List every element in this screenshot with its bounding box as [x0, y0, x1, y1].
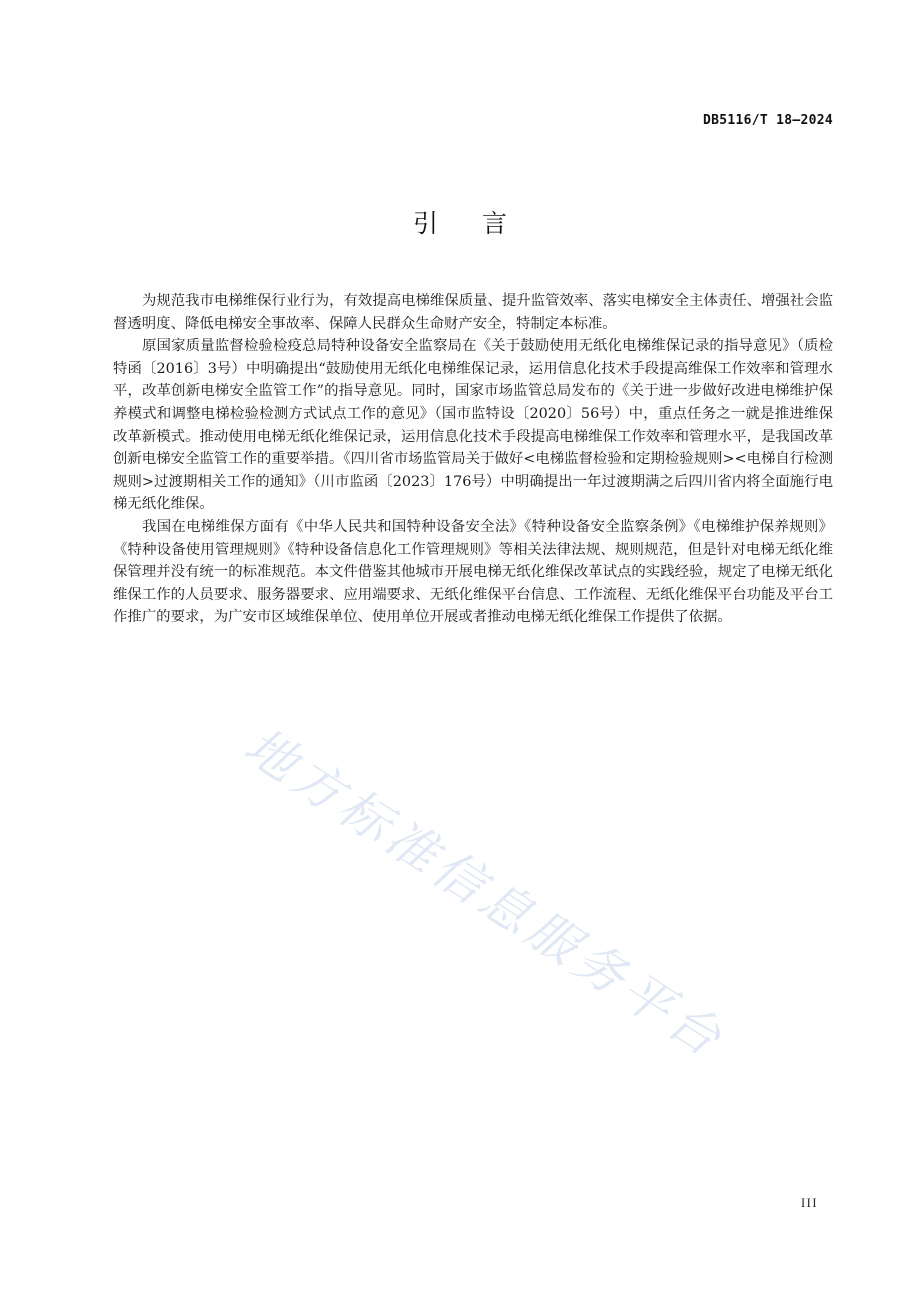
page-number: III — [801, 1196, 818, 1210]
body-text — [113, 290, 833, 629]
paragraph: 为规范我市电梯维保行业行为，有效提高电梯维保质量、提升监管效率、落实电梯安全主体责任、增强社会监督透明度、降低电梯安全事故率、保障人民群众生命财产安全，特制定本标准。 — [113, 293, 833, 332]
document-code: DB5116/T 18—2024 — [702, 113, 833, 128]
paragraph: 我国在电梯维保方面有《中华人民共和国特种设备安全法》《特种设备安全监察条例》《电梯维护保养规则》《特种设备使用管理规则》《特种设备信息化工作管理规则》等相关法律法规、规则规范，但是针对电梯无纸化维保管理并没有统一的标准规范。本文件借鉴其他城市开展电梯无纸化维保改革试点的实践经验，规定了电梯无纸化维保工作的人员要求、服务器要求、应用端要求、无纸化维保平台信息、工作流程、无纸化维保平台功能及平台工作推广的要求，为广安市区域维保单位、使用单位开展或者推动电梯无纸化维保工作提供了依据。 — [113, 518, 833, 626]
section-title: 引言 — [412, 209, 551, 238]
watermark: 地方标准信息服务平台 — [234, 716, 736, 1071]
paragraph: 原国家质量监督检验检疫总局特种设备安全监察局在《关于鼓励使用无纸化电梯维保记录的指导意见》（质检特函〔2016〕3号）中明确提出“鼓励使用无纸化电梯维保记录，运用信息化技术手段提高维保工作效率和管理水平，改革创新电梯安全监管工作”的指导意见。同时，国家市场监管总局发布的《关于进一步做好改进电梯维护保养模式和调整电梯检验检测方式试点工作的意见》（国市监特设〔2020〕56号）中，重点任务之一就是推进维保改革新模式。推动使用电梯无纸化维保记录，运用信息化技术手段提高电梯维保工作效率和管理水平，是我国改革创新电梯安全监管工作的重要举措。《四川省市场监管局关于做好<电梯监督检验和定期检验规则><电梯自行检测规则>过渡期相关工作的通知》（川市监函〔2023〕176号）中明确提出一年过渡期满之后四川省内将全面施行电梯无纸化维保。 — [113, 338, 833, 513]
